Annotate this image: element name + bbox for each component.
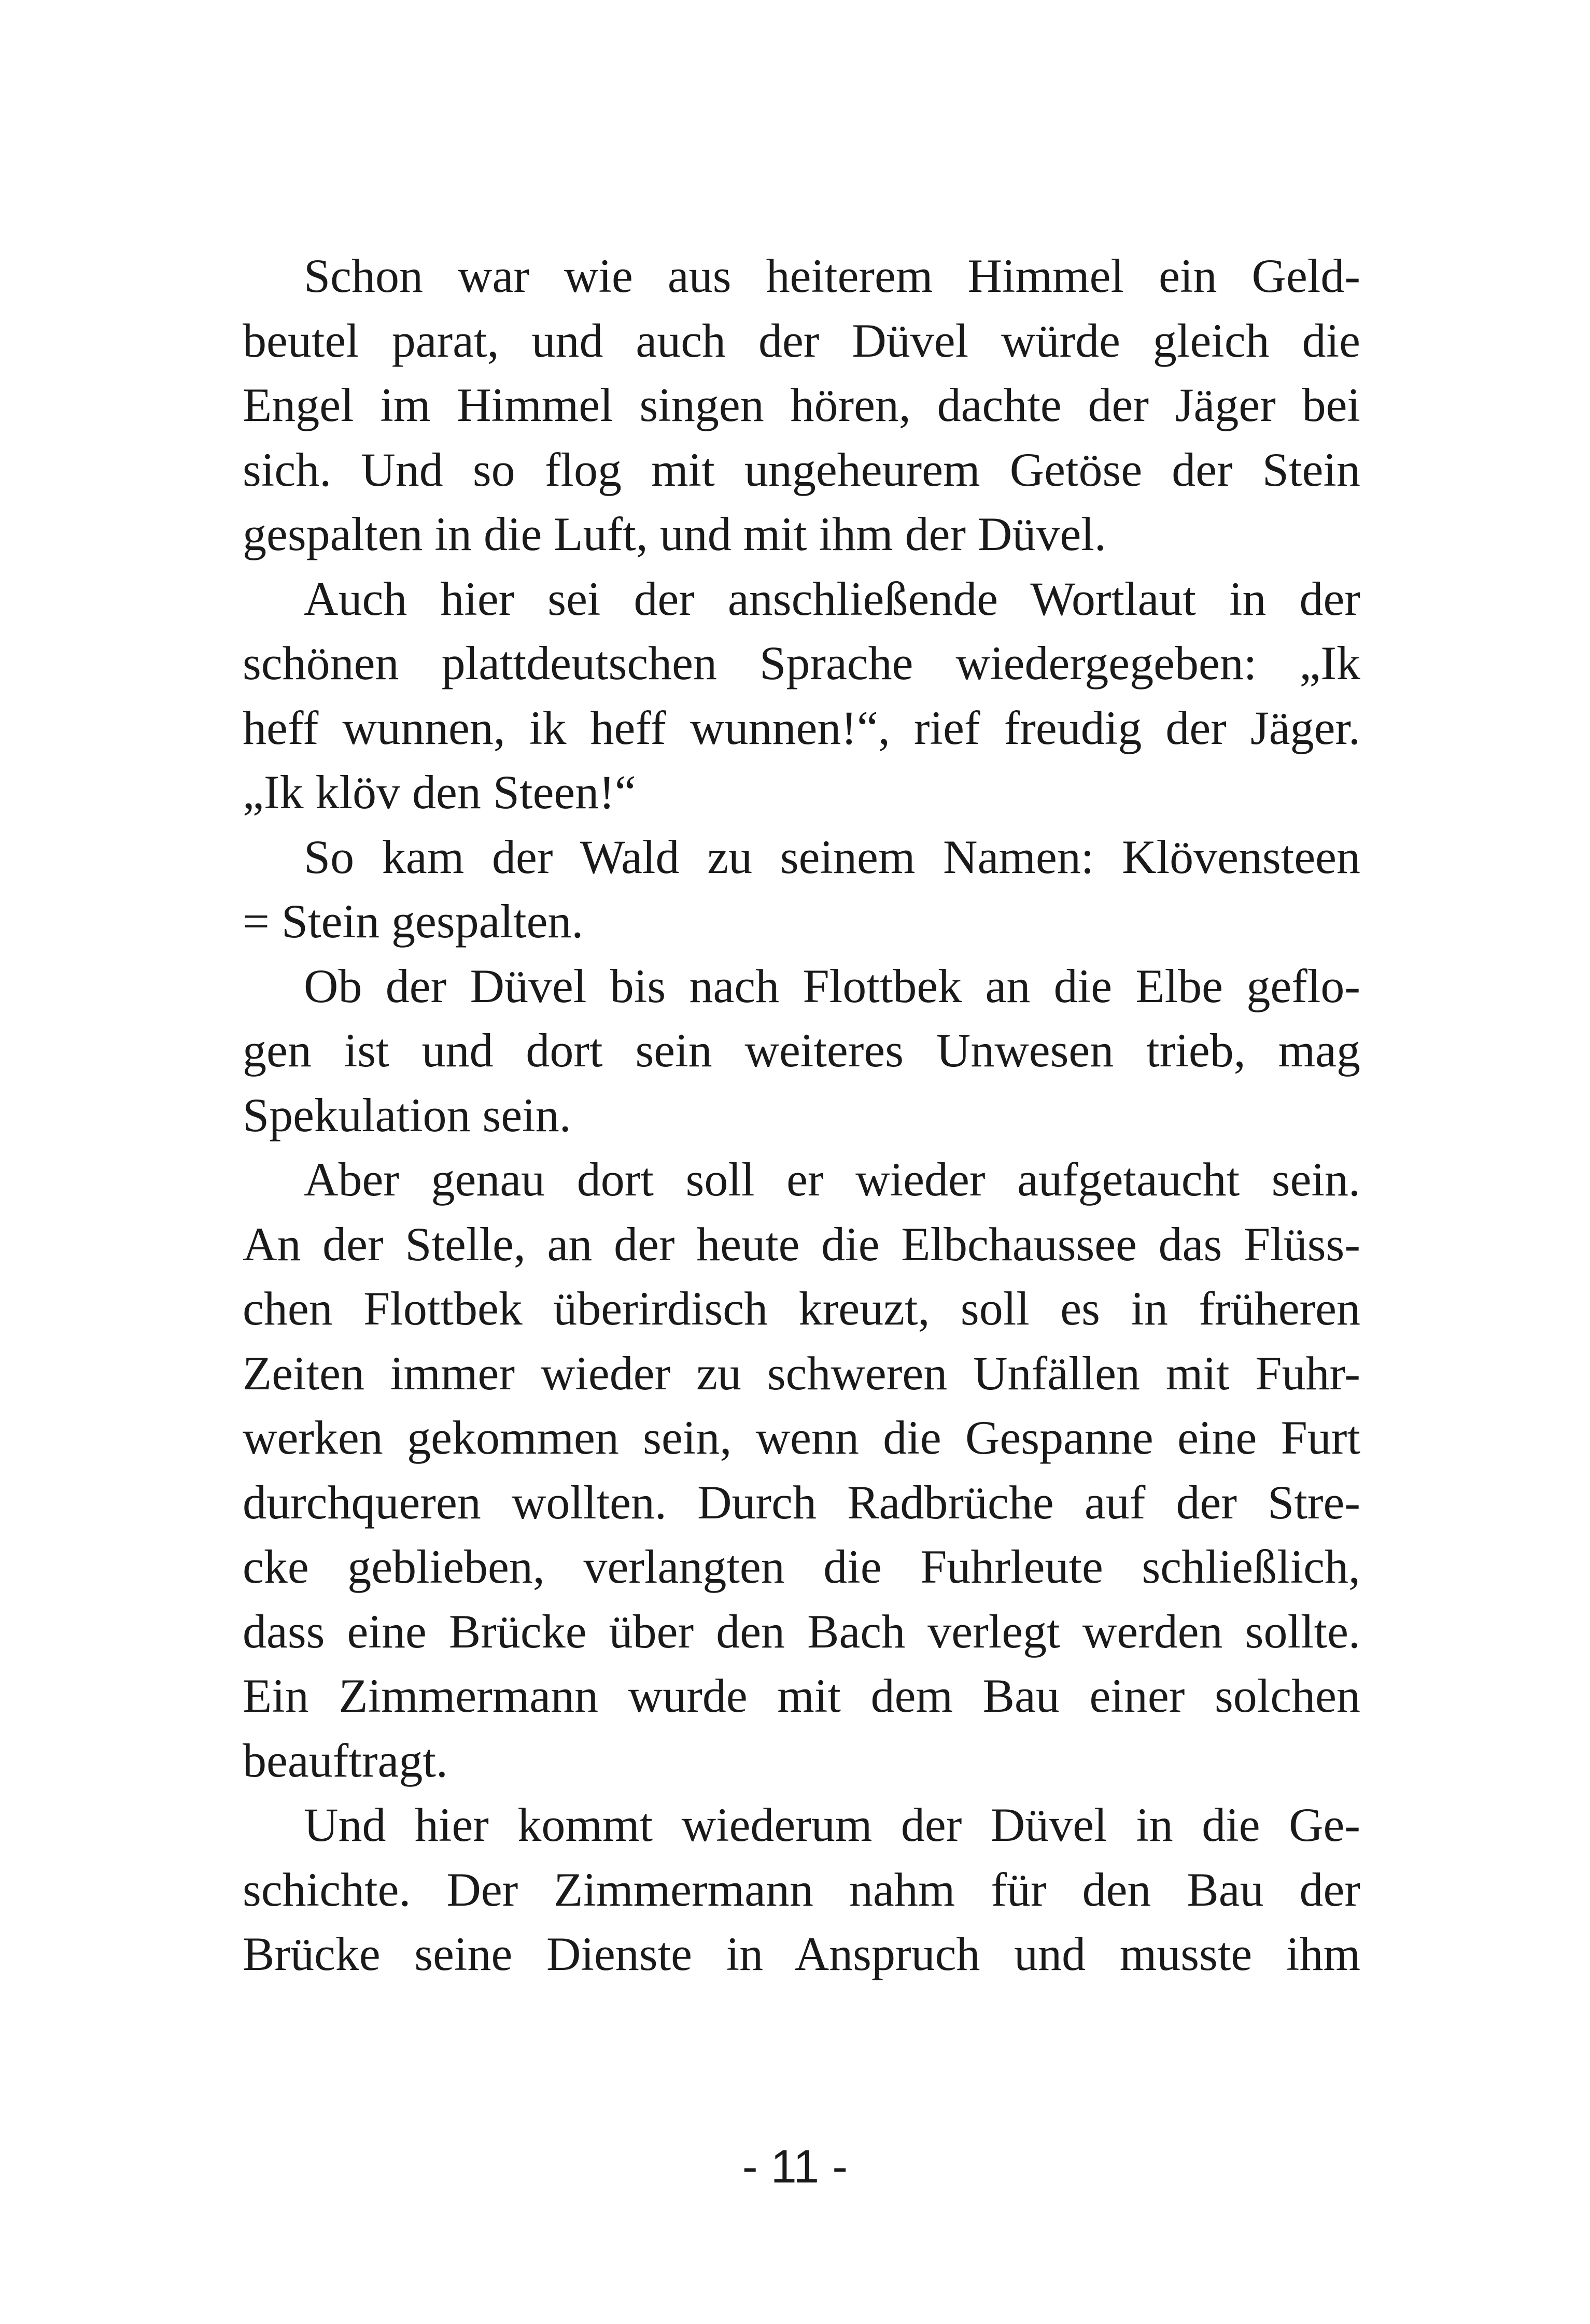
text-line: gen ist und dort sein weiteres Unwesen trieb, mag — [243, 1024, 1360, 1077]
text-line: sich. Und so flog mit ungeheurem Getöse der Stein — [243, 443, 1360, 496]
text-line: gespalten in die Luft, und mit ihm der Düvel. — [243, 508, 1106, 560]
text-line: Ein Zimmermann wurde mit dem Bau einer solchen — [243, 1669, 1360, 1722]
text-line: Brücke seine Dienste in Anspruch und musste ihm — [243, 1927, 1360, 1980]
text-line: schichte. Der Zimmermann nahm für den Bau der — [243, 1863, 1360, 1916]
text-line: Engel im Himmel singen hören, dachte der Jäger bei — [243, 378, 1360, 431]
text-line: Zeiten immer wieder zu schweren Unfällen mit Fuhr- — [243, 1346, 1360, 1400]
text-line: dass eine Brücke über den Bach verlegt werden sollte. — [243, 1604, 1360, 1658]
text-line: durchqueren wollten. Durch Radbrüche auf der Stre- — [243, 1475, 1360, 1529]
paragraph — [243, 244, 1360, 567]
paragraph — [243, 1793, 1360, 1987]
text-line: werken gekommen sein, wenn die Gespanne eine Furt — [243, 1411, 1360, 1464]
text-line: Schon war wie aus heiterem Himmel ein Geld- — [304, 249, 1360, 302]
text-line: cke geblieben, verlangten die Fuhrleute schließlich, — [243, 1540, 1360, 1593]
paragraph — [243, 825, 1360, 954]
page-number: - 11 - — [742, 2141, 848, 2193]
text-line: chen Flottbek überirdisch kreuzt, soll es in früheren — [243, 1282, 1360, 1335]
text-line: So kam der Wald zu seinem Namen: Klövensteen — [304, 830, 1360, 883]
paragraph — [243, 954, 1360, 1148]
text-line: beauftragt. — [243, 1734, 448, 1787]
text-line: beutel parat, und auch der Düvel würde gleich die — [243, 314, 1360, 367]
text-line: Aber genau dort soll er wieder aufgetaucht sein. — [304, 1153, 1360, 1206]
text-line: An der Stelle, an der heute die Elbchaussee das Flüss- — [243, 1217, 1360, 1271]
text-line: Spekulation sein. — [243, 1088, 571, 1142]
text-line: Auch hier sei der anschließende Wortlaut in der — [304, 572, 1360, 625]
text-line: heff wunnen, ik heff wunnen!“, rief freudig der Jäger. — [243, 701, 1360, 754]
text-line: Und hier kommt wiederum der Düvel in die Ge- — [304, 1798, 1360, 1851]
text-line: „Ik klöv den Steen!“ — [243, 766, 636, 819]
body-text — [243, 244, 1360, 1987]
text-line: = Stein gespalten. — [243, 895, 584, 948]
text-line: Ob der Düvel bis nach Flottbek an die Elbe geflo- — [304, 959, 1360, 1012]
paragraph — [243, 567, 1360, 825]
paragraph — [243, 1147, 1360, 1793]
text-line: schönen plattdeutschen Sprache wiedergegeben: „Ik — [243, 637, 1360, 689]
